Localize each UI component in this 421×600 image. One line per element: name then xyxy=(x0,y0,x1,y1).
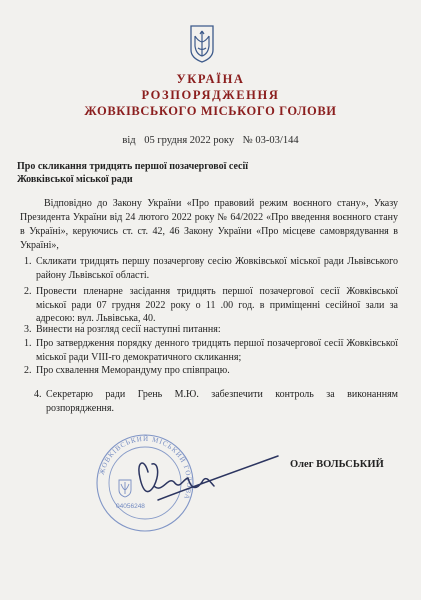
date-line xyxy=(0,135,421,146)
issuer-title: ЖОВКІВСЬКОГО МІСЬКОГО ГОЛОВИ xyxy=(84,104,337,118)
stamp-code: 04056248 xyxy=(116,503,145,510)
preamble-paragraph: Відповідно до Закону України «Про правовий режим воєнного стану», Указу Президента України від 24 лютого 2022 року № 64/2022 «Про введення воєнного стану в Україні», керуючись ст. ст. 42, 46 Закону України «Про місцеве самоврядування в Україні», xyxy=(20,198,398,251)
item-text: Скликати тридцять першу позачергову сесію Жовківської міської ради Львівського району Львівської області. xyxy=(36,256,398,281)
subitem-text: Про затвердження порядку денного тридцять першої позачергової сесії Жовківської міської ради VIII-го демократичного скликання; xyxy=(36,338,398,363)
item-text: Винести на розгляд сесії наступні питання: xyxy=(36,324,221,335)
item-text: Провести пленарне засідання тридцять першої позачергової сесії Жовківської міської ради 07 грудня 2022 року о 11 .00 год. в приміщенні сесійної зали за адресою: вул. Львівська, 40. xyxy=(36,286,398,324)
list-item xyxy=(34,388,398,415)
stamp-ring-text: ЖОВКІВСЬКИЙ МІСЬКИЙ ГОЛОВА xyxy=(97,434,194,501)
list-item xyxy=(24,323,398,337)
item-text: Секретарю ради Грень М.Ю. забезпечити контроль за виконанням розпорядження. xyxy=(46,389,398,414)
handwritten-signature xyxy=(118,452,288,506)
coat-of-arms-icon xyxy=(189,24,215,64)
agenda-subitem xyxy=(24,337,398,364)
item-number: 3. xyxy=(24,324,32,335)
document-date: 05 грудня 2022 року xyxy=(144,135,235,146)
item-number: 4. xyxy=(34,389,42,400)
agenda-subitem xyxy=(24,364,398,378)
subitem-number: 2. xyxy=(24,365,32,376)
country-title: УКРАЇНА xyxy=(176,72,245,86)
item-number: 2. xyxy=(24,286,32,297)
document-type-title: РОЗПОРЯДЖЕННЯ xyxy=(141,88,280,102)
subitem-number: 1. xyxy=(24,338,32,349)
list-item xyxy=(24,285,398,326)
list-item xyxy=(24,255,398,282)
item-number: 1. xyxy=(24,256,32,267)
subitem-text: Про схвалення Меморандуму про співпрацю. xyxy=(36,365,230,376)
document-subject: Про скликання тридцять першої позачергової сесії Жовківської міської ради xyxy=(17,161,249,185)
document-number: № 03-03/144 xyxy=(242,135,299,146)
signer-name: Олег ВОЛЬСЬКИЙ xyxy=(290,459,384,470)
date-prefix: від xyxy=(122,135,136,146)
